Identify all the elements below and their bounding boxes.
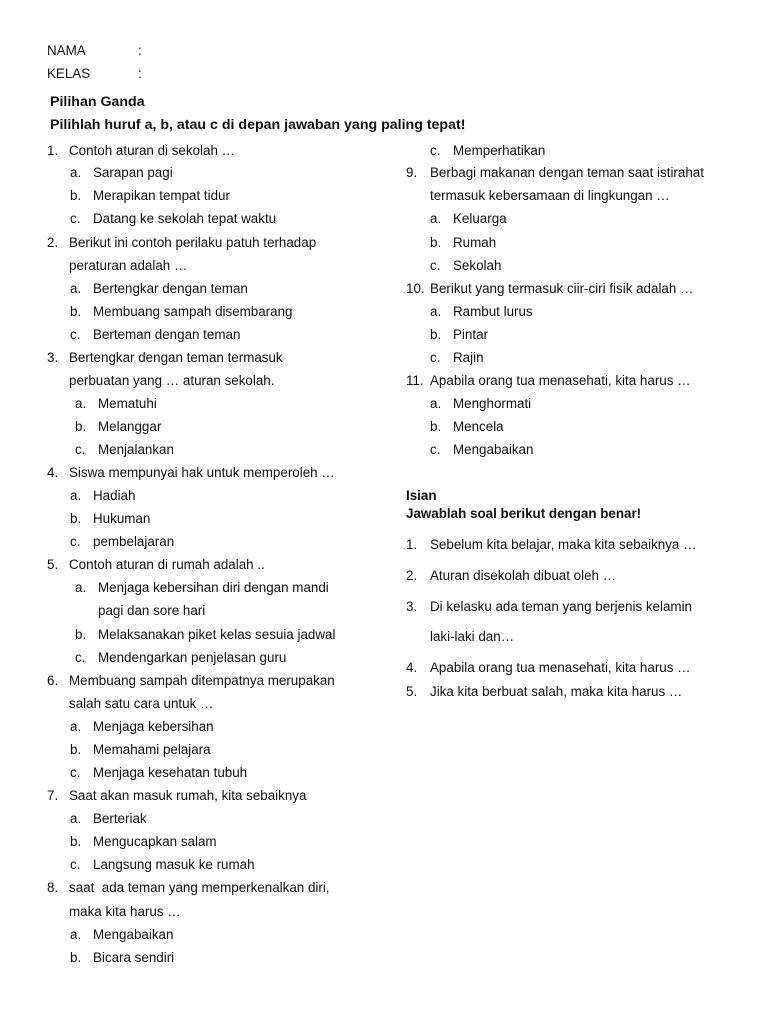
isian-text: Aturan disekolah dibuat oleh … [430, 568, 617, 583]
question-number: 4. [47, 465, 59, 480]
option-text: Mencela [453, 419, 504, 434]
nama-label: NAMA [47, 43, 86, 58]
option-text: Menghormati [453, 396, 532, 411]
question-text: saat ada teman yang memperkenalkan diri, [69, 880, 330, 895]
option-text-continued: pagi dan sore hari [98, 603, 206, 618]
isian-text: Apabila orang tua menasehati, kita harus … [430, 660, 691, 675]
option-text: Menjaga kebersihan diri dengan mandi [98, 580, 329, 595]
option-text: Hadiah [93, 488, 136, 503]
option-letter: c. [430, 442, 441, 457]
option-text: Berteman dengan teman [93, 327, 241, 342]
isian-number: 3. [406, 599, 418, 614]
option-letter: a. [70, 488, 82, 503]
option-text: Berteriak [93, 811, 147, 826]
option-letter: a. [70, 927, 82, 942]
question-text: perbuatan yang … aturan sekolah. [69, 373, 275, 388]
option-letter: b. [75, 627, 87, 642]
option-text: Hukuman [93, 511, 151, 526]
question-number: 1. [47, 143, 59, 158]
option-text: Memperhatikan [453, 143, 546, 158]
option-letter: b. [430, 235, 442, 250]
option-letter: b. [70, 188, 82, 203]
isian-number: 1. [406, 537, 418, 552]
option-text: Bicara sendiri [93, 950, 175, 965]
option-letter: a. [70, 165, 82, 180]
question-number: 7. [47, 788, 59, 803]
question-text: Contoh aturan di sekolah … [69, 143, 235, 158]
option-text: Membuang sampah disembarang [93, 304, 293, 319]
question-text: Apabila orang tua menasehati, kita harus … [430, 373, 691, 388]
option-letter: c. [430, 258, 441, 273]
question-text: Berbagi makanan dengan teman saat istirahat [430, 165, 704, 180]
question-text: Berikut yang termasuk ciir-ciri fisik adalah … [430, 281, 694, 296]
option-letter: b. [70, 742, 82, 757]
option-text: Keluarga [453, 211, 507, 226]
option-letter: a. [75, 580, 87, 595]
option-text: Mendengarkan penjelasan guru [98, 650, 287, 665]
pilihan-ganda-title: Pilihan Ganda [50, 94, 145, 110]
option-letter: c. [75, 650, 86, 665]
option-letter: a. [430, 304, 442, 319]
option-text: Melanggar [98, 419, 162, 434]
question-text: Bertengkar dengan teman termasuk [69, 350, 283, 365]
option-text: Sekolah [453, 258, 502, 273]
option-text: Menjaga kebersihan [93, 719, 214, 734]
option-letter: c. [430, 143, 441, 158]
option-text: Rambut lurus [453, 304, 533, 319]
option-text: Sarapan pagi [93, 165, 173, 180]
question-text: termasuk kebersamaan di lingkungan … [430, 188, 670, 203]
option-letter: a. [70, 719, 82, 734]
option-text: Menjaga kesehatan tubuh [93, 765, 248, 780]
option-letter: a. [430, 211, 442, 226]
question-number: 5. [47, 557, 59, 572]
option-letter: b. [70, 950, 82, 965]
question-text: peraturan adalah … [69, 258, 188, 273]
option-letter: c. [75, 442, 86, 457]
option-text: pembelajaran [93, 534, 175, 549]
isian-text-continued: laki-laki dan… [430, 629, 515, 644]
option-letter: b. [70, 304, 82, 319]
option-text: Mematuhi [98, 396, 157, 411]
isian-number: 2. [406, 568, 418, 583]
isian-title: Isian [406, 488, 437, 503]
question-text: salah satu cara untuk … [69, 696, 214, 711]
option-text: Mengucapkan salam [93, 834, 217, 849]
question-number: 10. [406, 281, 425, 296]
question-text: Membuang sampah ditempatnya merupakan [69, 673, 335, 688]
option-letter: c. [70, 765, 81, 780]
option-letter: c. [70, 211, 81, 226]
isian-number: 5. [406, 684, 418, 699]
question-text: Contoh aturan di rumah adalah .. [69, 557, 265, 572]
option-text: Rajin [453, 350, 484, 365]
option-letter: c. [70, 857, 81, 872]
option-letter: a. [430, 396, 442, 411]
question-number: 9. [406, 165, 418, 180]
option-letter: a. [70, 811, 82, 826]
option-text: Bertengkar dengan teman [93, 281, 248, 296]
question-text: maka kita harus … [69, 904, 181, 919]
option-letter: b. [75, 419, 87, 434]
option-text: Memahami pelajara [93, 742, 211, 757]
question-text: Saat akan masuk rumah, kita sebaiknya [69, 788, 307, 803]
option-letter: a. [75, 396, 87, 411]
question-number: 2. [47, 235, 59, 250]
kelas-label: KELAS [47, 66, 91, 81]
isian-text: Di kelasku ada teman yang berjenis kelamin [430, 599, 693, 614]
question-number: 3. [47, 350, 59, 365]
option-letter: b. [430, 419, 442, 434]
option-text: Mengabaikan [93, 927, 174, 942]
option-text: Mengabaikan [453, 442, 534, 457]
isian-number: 4. [406, 660, 418, 675]
option-letter: c. [70, 327, 81, 342]
isian-text: Sebelum kita belajar, maka kita sebaiknya … [430, 537, 697, 552]
option-letter: c. [70, 534, 81, 549]
isian-instruction: Jawablah soal berikut dengan benar! [406, 506, 642, 521]
option-text: Melaksanakan piket kelas sesuia jadwal [98, 627, 336, 642]
question-number: 6. [47, 673, 59, 688]
nama-colon: : [138, 43, 142, 58]
option-letter: b. [430, 327, 442, 342]
kelas-colon: : [138, 66, 142, 81]
option-letter: b. [70, 834, 82, 849]
question-text: Berikut ini contoh perilaku patuh terhadap [69, 235, 317, 250]
option-text: Langsung masuk ke rumah [93, 857, 255, 872]
option-text: Datang ke sekolah tepat waktu [93, 211, 277, 226]
option-letter: b. [70, 511, 82, 526]
option-letter: a. [70, 281, 82, 296]
isian-text: Jika kita berbuat salah, maka kita harus … [430, 684, 683, 699]
question-number: 8. [47, 880, 59, 895]
option-text: Merapikan tempat tidur [93, 188, 230, 203]
option-text: Rumah [453, 235, 497, 250]
option-text: Menjalankan [98, 442, 174, 457]
question-number: 11. [406, 373, 424, 388]
option-letter: c. [430, 350, 441, 365]
question-text: Siswa mempunyai hak untuk memperoleh … [69, 465, 335, 480]
pilihan-ganda-instruction: Pilihlah huruf a, b, atau c di depan jawaban yang paling tepat! [50, 117, 466, 133]
option-text: Pintar [453, 327, 488, 342]
